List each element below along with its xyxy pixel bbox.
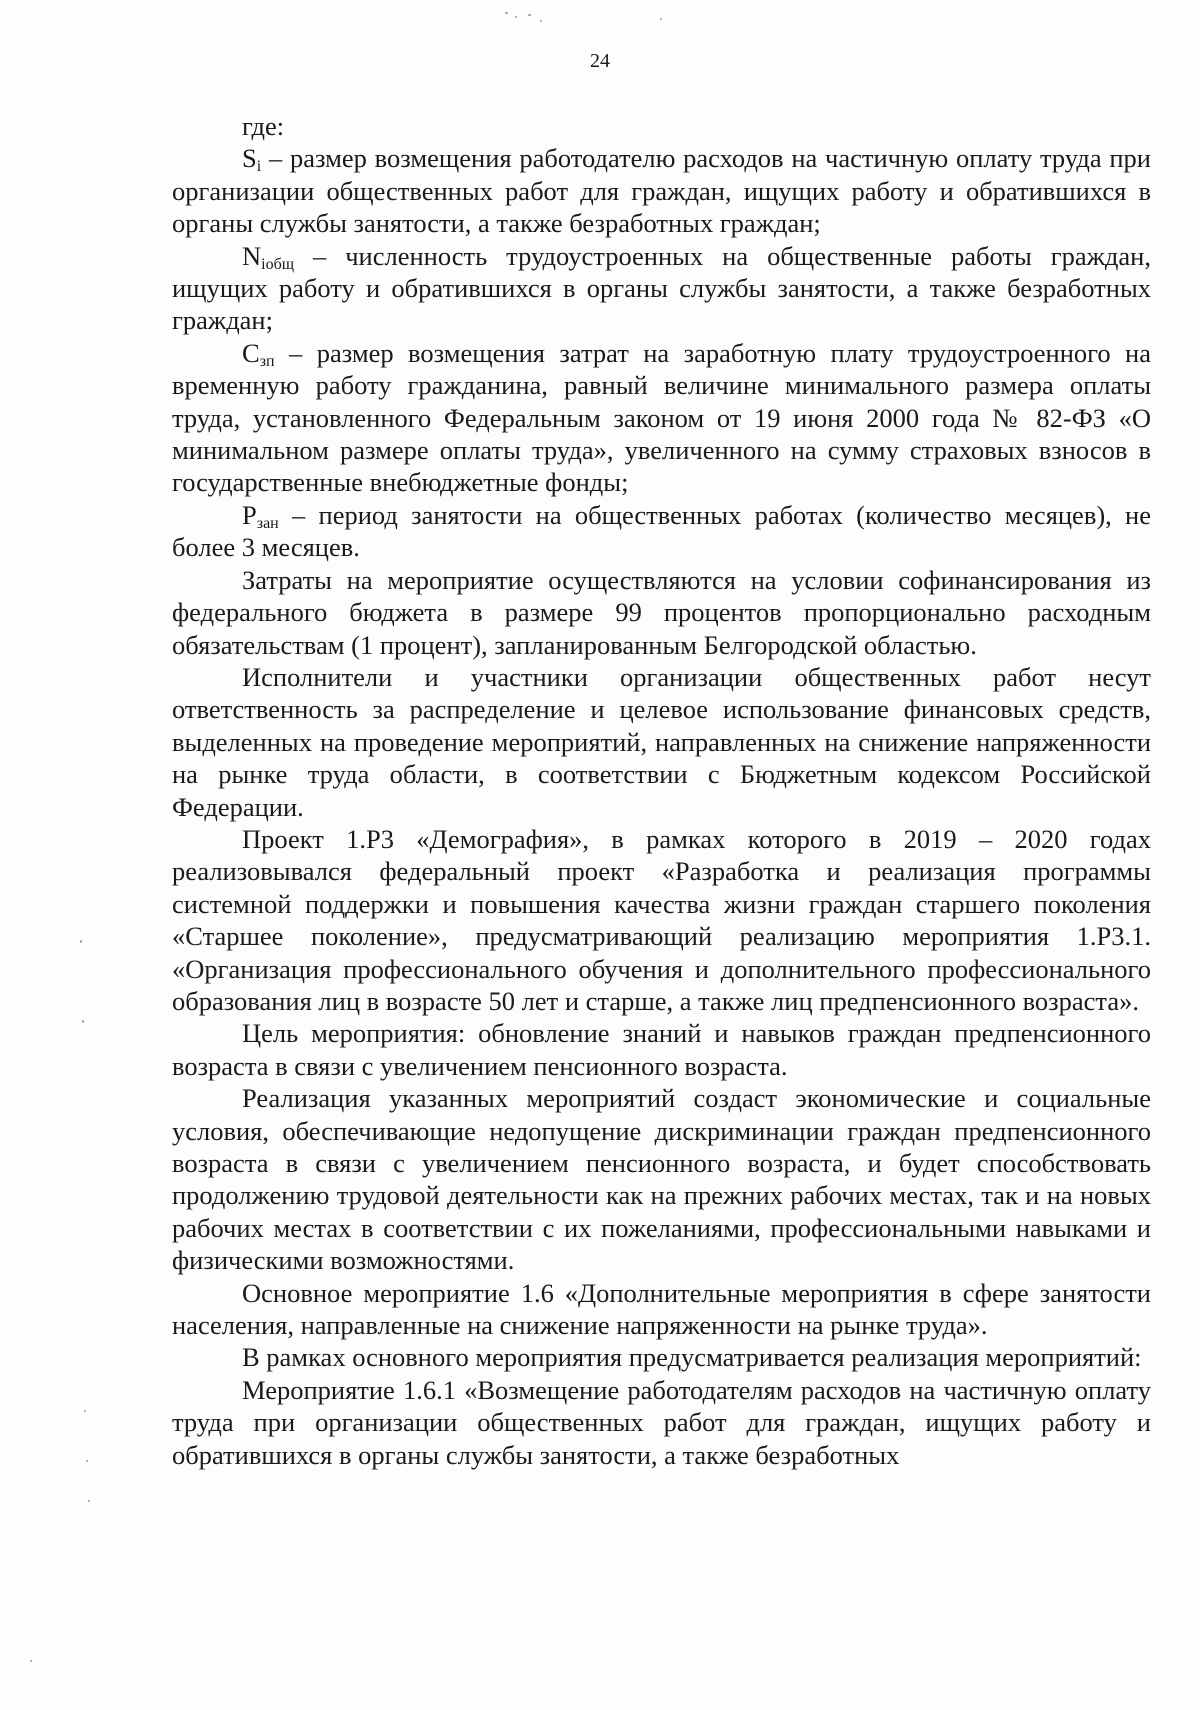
scan-speck bbox=[528, 14, 531, 16]
scan-speck bbox=[82, 1020, 84, 1023]
scan-speck bbox=[505, 12, 508, 14]
paragraph-activities-intro: В рамках основного мероприятия предусматривается реализация мероприятий: bbox=[242, 1342, 1142, 1373]
paragraph-implementation: Реализация указанных мероприятий создаст экономические и социальные условия, обеспечивающие недопущение дискриминации граждан предпенсионного возраста в связи с увеличением пенсионного возраста, и будет способствовать продолжению трудовой деятельности как на прежних рабочих местах, так и на новых рабочих местах в соответствии с их пожеланиями, профессиональными навыками и физическими возможностями. bbox=[172, 1083, 1151, 1276]
document-body bbox=[172, 110, 1151, 1471]
scan-speck bbox=[86, 1460, 88, 1462]
paragraph-cofinancing: Затраты на мероприятие осуществляются на условии софинансирования из федерального бюджета в размере 99 процентов пропорционально расходным обязательствам (1 процент), запланированным Белгородской областью. bbox=[172, 564, 1151, 660]
definition-n bbox=[172, 240, 1151, 337]
definition-si bbox=[172, 142, 1151, 239]
paragraph-text: – период занятости на общественных работах (количество месяцев), не более 3 месяцев. bbox=[172, 499, 1151, 563]
formula-symbol: $S_i$ bbox=[242, 143, 262, 176]
scan-speck bbox=[515, 16, 517, 18]
scan-speck bbox=[84, 1410, 86, 1412]
formula-symbol: $Р_{зан}$ bbox=[242, 499, 279, 532]
paragraph-where bbox=[172, 110, 1151, 142]
formula-symbol: $С_{зп}$ bbox=[242, 337, 275, 370]
paragraph-main-activity: Основное мероприятие 1.6 «Дополнительные мероприятия в сфере занятости населения, направленные на снижение напряженности на рынке труда». bbox=[172, 1277, 1151, 1341]
scan-speck bbox=[30, 1660, 32, 1662]
paragraph-project-demography: Проект 1.Р3 «Демография», в рамках которого в 2019 – 2020 годах реализовывался федеральный проект «Разработка и реализация программы системной поддержки и повышения качества жизни граждан старшего поколения «Старшее поколение», предусматривающий реализацию мероприятия 1.Р3.1. «Организация профессионального обучения и дополнительного профессионального образования лиц в возрасте 50 лет и старше, а также лиц предпенсионного возраста». bbox=[172, 823, 1151, 1016]
paragraph-text: – размер возмещения работодателю расходов на частичную оплату труда при организации общественных работ для граждан, ищущих работу и обратившихся в органы службы занятости, а также безработных граждан; bbox=[172, 143, 1151, 239]
definition-c bbox=[172, 337, 1151, 499]
paragraph-text: – размер возмещения затрат на заработную плату трудоустроенного на временную работу гражданина, равный величине минимального размера оплаты труда, установленного Федеральным законом от 19 июня 2000 года № 82-ФЗ «О минимальном размере оплаты труда», увеличенного на сумму страховых взносов в государственные внебюджетные фонды; bbox=[172, 337, 1151, 498]
definition-p bbox=[172, 499, 1151, 564]
paragraph-goal: Цель мероприятия: обновление знаний и навыков граждан предпенсионного возраста в связи с увеличением пенсионного возраста. bbox=[172, 1018, 1151, 1081]
scan-speck bbox=[660, 18, 662, 20]
page-number: 24 bbox=[590, 50, 610, 72]
paragraph-activity-161: Мероприятие 1.6.1 «Возмещение работодателям расходов на частичную оплату труда при организации общественных работ для граждан, ищущих работу и обратившихся в органы службы занятости, а также безработных bbox=[172, 1374, 1151, 1470]
formula-symbol: $N_{iобщ}$ bbox=[242, 240, 295, 273]
scan-speck bbox=[88, 1500, 90, 1502]
paragraph-text: – численность трудоустроенных на общественные работы граждан, ищущих работу и обратившихся в органы службы занятости, а также безработных граждан; bbox=[172, 240, 1151, 336]
scan-speck bbox=[540, 20, 542, 22]
scan-speck bbox=[80, 940, 82, 943]
paragraph-responsibility: Исполнители и участники организации общественных работ несут ответственность за распределение и целевое использование финансовых средств, выделенных на проведение мероприятий, направленных на снижение напряженности на рынке труда области, в соответствии с Бюджетным кодексом Российской Федерации. bbox=[172, 661, 1151, 822]
paragraph-text: где: bbox=[242, 111, 285, 141]
